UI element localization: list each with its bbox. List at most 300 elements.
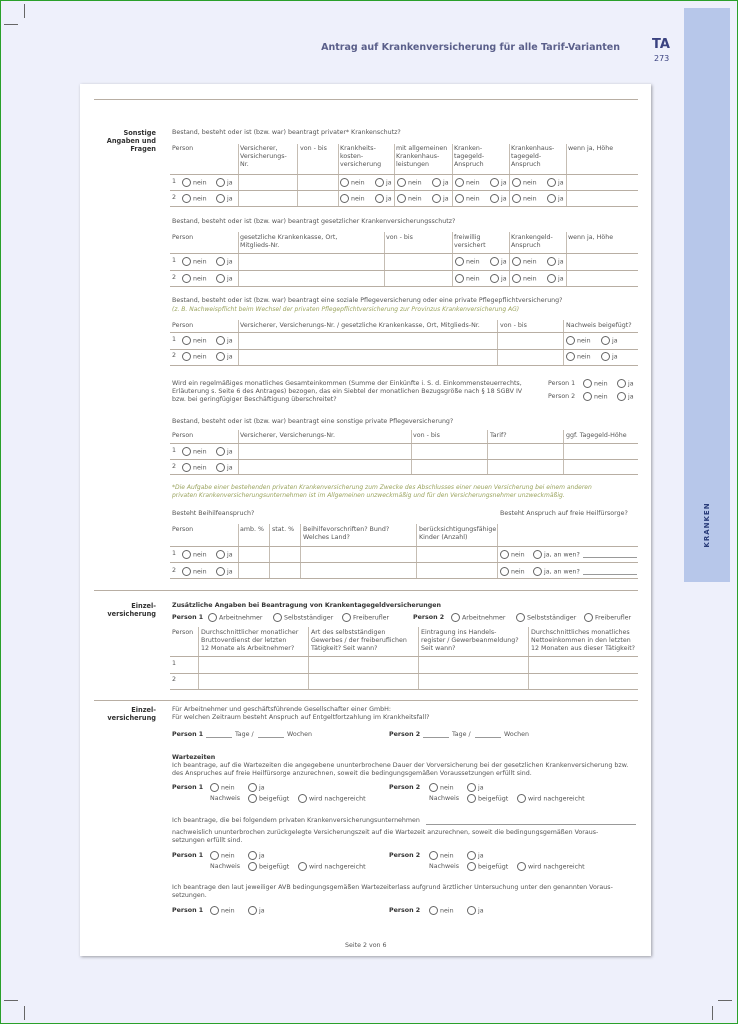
- radio-circle[interactable]: [208, 613, 217, 622]
- radio-circle[interactable]: [617, 379, 626, 388]
- radio-ja-an-wen[interactable]: [533, 567, 580, 577]
- radio-circle[interactable]: [517, 794, 526, 803]
- radio-nein[interactable]: [182, 447, 207, 457]
- radio-label: ja: [227, 179, 233, 187]
- column-header: Versicherer, Versicherungs- Nr.: [240, 145, 287, 168]
- radio-ja[interactable]: [248, 783, 265, 793]
- crop-mark: [712, 1006, 713, 1020]
- person-1-label: Person 1: [172, 852, 204, 859]
- radio-label: ja: [227, 568, 233, 576]
- radio-ja[interactable]: [467, 851, 484, 861]
- radio-circle[interactable]: [248, 794, 257, 803]
- radio-circle[interactable]: [500, 567, 509, 576]
- radio-nachgereicht[interactable]: [517, 862, 585, 872]
- radio-circle[interactable]: [547, 194, 556, 203]
- radio-label: ja: [558, 179, 564, 187]
- radio-circle[interactable]: [533, 550, 542, 559]
- radio-ja[interactable]: [490, 257, 507, 267]
- radio-nein[interactable]: [512, 274, 537, 284]
- radio-circle[interactable]: [182, 567, 191, 576]
- row-number: 1: [172, 550, 177, 557]
- column-divider: [452, 232, 453, 286]
- radio-circle[interactable]: [216, 178, 225, 187]
- radio-circle[interactable]: [216, 257, 225, 266]
- radio-ja-an-wen[interactable]: [533, 550, 580, 560]
- radio-label: nein: [408, 195, 422, 203]
- radio-label: ja: [386, 179, 392, 187]
- radio-label: ja: [558, 275, 564, 283]
- column-header: von - bis: [386, 234, 413, 241]
- wartezeiten-text: nachweislich ununterbrochen zurückgelegte Versicherungszeit auf die Wartezeit anzurechnen, soweit die bedingungsgemäßen Voraus- setzungen erfüllt sind.: [172, 829, 599, 844]
- question-note: (z. B. Nachweispflicht beim Wechsel der privaten Pflegepflichtversicherung zur Provinzus Krankenversicherung AG): [172, 306, 520, 313]
- radio-circle[interactable]: [216, 352, 225, 361]
- radio-label: nein: [466, 258, 480, 266]
- radio-circle[interactable]: [182, 336, 191, 345]
- radio-ja[interactable]: [490, 194, 507, 204]
- column-divider: [411, 430, 412, 474]
- section-label: Sonstige Angaben und Fragen: [106, 129, 156, 153]
- radio-label: nein: [193, 551, 207, 559]
- row-number: 2: [172, 676, 177, 683]
- radio-circle[interactable]: [182, 257, 191, 266]
- radio-nein[interactable]: [182, 178, 207, 188]
- nachweis-label: Nachweis: [210, 795, 241, 802]
- radio-nein[interactable]: [182, 194, 207, 204]
- radio-nein[interactable]: [429, 906, 454, 916]
- rule-line: [170, 365, 638, 366]
- radio-label: ja: [227, 464, 233, 472]
- wartezeiten-text: Ich beantrage, die bei folgendem privaten Krankenversicherungsunternehmen: [172, 817, 420, 824]
- radio-circle[interactable]: [429, 851, 438, 860]
- column-header: von - bis: [500, 322, 527, 329]
- radio-label: ja: [443, 179, 449, 187]
- radio-nein[interactable]: [397, 178, 422, 188]
- radio-label: nein: [577, 337, 591, 345]
- radio-circle[interactable]: [182, 274, 191, 283]
- radio-circle[interactable]: [601, 336, 610, 345]
- rule-line: [170, 689, 638, 690]
- radio-circle[interactable]: [340, 194, 349, 203]
- radio-nein[interactable]: [340, 178, 365, 188]
- radio-circle[interactable]: [467, 862, 476, 871]
- column-header: wenn ja, Höhe: [568, 234, 614, 241]
- column-divider: [452, 144, 453, 206]
- rule-line: [170, 443, 638, 444]
- crop-mark: [4, 1000, 18, 1001]
- column-divider: [300, 524, 301, 578]
- radio-label: wird nachgereicht: [309, 863, 366, 871]
- column-divider: [308, 627, 309, 689]
- rule-line: [170, 174, 638, 175]
- crop-mark: [718, 1000, 732, 1001]
- radio-ja[interactable]: [216, 447, 233, 457]
- radio-nein[interactable]: [583, 392, 608, 402]
- radio-nein[interactable]: [397, 194, 422, 204]
- rule-line: [94, 99, 638, 100]
- wochen-label: Wochen: [287, 731, 313, 738]
- radio-ja[interactable]: [432, 178, 449, 188]
- radio-circle[interactable]: [182, 178, 191, 187]
- rule-line: [170, 206, 638, 207]
- radio-label: ja: [386, 195, 392, 203]
- row-number: 1: [172, 447, 177, 454]
- radio-ja[interactable]: [490, 178, 507, 188]
- radio-circle[interactable]: [547, 274, 556, 283]
- radio-beigefuegt[interactable]: [248, 794, 289, 804]
- radio-label: nein: [511, 551, 525, 559]
- radio-circle[interactable]: [182, 447, 191, 456]
- radio-nein[interactable]: [429, 783, 454, 793]
- radio-nein[interactable]: [500, 550, 525, 560]
- radio-nein[interactable]: [182, 463, 207, 473]
- radio-ja[interactable]: [547, 178, 564, 188]
- question-text: Bestand, besteht oder ist (bzw. war) beantragt gesetzlicher Krankenversicherungsschutz?: [172, 218, 456, 225]
- radio-circle[interactable]: [490, 257, 499, 266]
- radio-ja[interactable]: [547, 257, 564, 267]
- radio-label: ja: [227, 448, 233, 456]
- section-label: Einzel- versicherung: [107, 706, 156, 722]
- radio-circle[interactable]: [397, 178, 406, 187]
- radio-label: ja: [227, 258, 233, 266]
- radio-label: nein: [594, 380, 608, 388]
- crop-mark: [4, 24, 18, 25]
- radio-circle[interactable]: [512, 194, 521, 203]
- row-number: 2: [172, 463, 177, 470]
- radio-circle[interactable]: [342, 613, 351, 622]
- rule-line: [170, 546, 638, 547]
- radio-circle[interactable]: [248, 851, 257, 860]
- column-header: gesetzliche Krankenkasse, Ort, Mitglieds-Nr.: [240, 234, 338, 249]
- radio-circle[interactable]: [533, 567, 542, 576]
- radio-nein[interactable]: [500, 567, 525, 577]
- radio-ja[interactable]: [547, 194, 564, 204]
- radio-ja[interactable]: [467, 783, 484, 793]
- radio-circle[interactable]: [490, 178, 499, 187]
- radio-label: ja: [478, 784, 484, 792]
- radio-label: nein: [193, 179, 207, 187]
- rule-line: [170, 286, 638, 287]
- column-header: Krankenhaus- tagegeld- Anspruch: [511, 145, 555, 168]
- radio-nein[interactable]: [340, 194, 365, 204]
- radio-nachgereicht[interactable]: [517, 794, 585, 804]
- rule-line: [170, 562, 638, 563]
- radio-ja[interactable]: [601, 352, 618, 362]
- question-text: Bestand, besteht oder ist (bzw. war) beantragt eine sonstige private Pflegeversicherung?: [172, 418, 454, 425]
- radio-circle[interactable]: [500, 550, 509, 559]
- radio-circle[interactable]: [512, 178, 521, 187]
- radio-nein[interactable]: [455, 274, 480, 284]
- radio-circle[interactable]: [566, 336, 575, 345]
- radio-circle[interactable]: [182, 194, 191, 203]
- radio-circle[interactable]: [375, 194, 384, 203]
- rule-line: [170, 190, 638, 191]
- radio-ja[interactable]: [490, 274, 507, 284]
- radio-ja[interactable]: [216, 336, 233, 346]
- column-divider: [509, 144, 510, 206]
- radio-ja[interactable]: [216, 550, 233, 560]
- radio-circle[interactable]: [516, 613, 525, 622]
- radio-ja[interactable]: [375, 178, 392, 188]
- rule-line: [170, 578, 638, 579]
- radio-ja[interactable]: [216, 567, 233, 577]
- radio-circle[interactable]: [512, 274, 521, 283]
- radio-nein[interactable]: [512, 178, 537, 188]
- radio-circle[interactable]: [375, 178, 384, 187]
- radio-option[interactable]: [208, 613, 262, 623]
- column-divider: [297, 144, 298, 206]
- header-page-number: 273: [654, 54, 670, 63]
- radio-circle[interactable]: [216, 567, 225, 576]
- radio-nein[interactable]: [210, 783, 235, 793]
- radio-nein[interactable]: [182, 550, 207, 560]
- column-header: Krankheits- kosten- versicherung: [340, 145, 382, 168]
- form-page: [80, 84, 651, 956]
- radio-label: nein: [193, 337, 207, 345]
- person-1-label: Person 1: [172, 907, 204, 914]
- row-number: 2: [172, 274, 177, 281]
- radio-ja[interactable]: [216, 274, 233, 284]
- radio-circle[interactable]: [455, 194, 464, 203]
- radio-nein[interactable]: [512, 257, 537, 267]
- radio-circle[interactable]: [182, 463, 191, 472]
- radio-circle[interactable]: [455, 274, 464, 283]
- person-2-label: Person 2: [389, 852, 421, 859]
- radio-label: Freiberufler: [353, 614, 390, 622]
- radio-option[interactable]: [584, 613, 631, 623]
- radio-circle[interactable]: [467, 783, 476, 792]
- radio-nein[interactable]: [455, 178, 480, 188]
- radio-circle[interactable]: [216, 550, 225, 559]
- radio-circle[interactable]: [248, 862, 257, 871]
- radio-nein[interactable]: [583, 379, 608, 389]
- radio-circle[interactable]: [467, 906, 476, 915]
- radio-nein[interactable]: [455, 257, 480, 267]
- radio-circle[interactable]: [298, 862, 307, 871]
- column-divider: [269, 524, 270, 578]
- radio-label: ja: [259, 907, 265, 915]
- radio-label: ja: [501, 179, 507, 187]
- radio-circle[interactable]: [617, 392, 626, 401]
- radio-circle[interactable]: [583, 379, 592, 388]
- radio-circle[interactable]: [547, 178, 556, 187]
- radio-circle[interactable]: [340, 178, 349, 187]
- person-2-label: Person 2: [548, 393, 576, 400]
- radio-nein[interactable]: [566, 336, 591, 346]
- radio-circle[interactable]: [467, 851, 476, 860]
- person-2-label: Person 2: [389, 784, 421, 791]
- column-divider: [566, 232, 567, 286]
- radio-label: nein: [523, 275, 537, 283]
- rule-line: [170, 673, 638, 674]
- question-text: Besteht Anspruch auf freie Heilfürsorge?: [500, 510, 628, 517]
- column-header: Nachweis beigefügt?: [566, 322, 632, 329]
- nachweis-label: Nachweis: [429, 863, 460, 870]
- radio-circle[interactable]: [432, 178, 441, 187]
- radio-label: nein: [408, 179, 422, 187]
- radio-label: Freiberufler: [595, 614, 632, 622]
- radio-circle[interactable]: [248, 906, 257, 915]
- radio-label: nein: [351, 179, 365, 187]
- radio-nein[interactable]: [210, 851, 235, 861]
- radio-circle[interactable]: [455, 178, 464, 187]
- radio-label: beigefügt: [259, 795, 290, 803]
- radio-beigefuegt[interactable]: [467, 794, 508, 804]
- column-divider: [509, 232, 510, 286]
- person-2-label: Person 2: [413, 614, 445, 621]
- radio-nein[interactable]: [182, 257, 207, 267]
- radio-circle[interactable]: [512, 257, 521, 266]
- radio-circle[interactable]: [216, 274, 225, 283]
- radio-nein[interactable]: [566, 352, 591, 362]
- side-tab-label: KRANKEN: [703, 502, 711, 548]
- person-1-label: Person 1: [172, 614, 204, 621]
- radio-ja[interactable]: [216, 178, 233, 188]
- radio-circle[interactable]: [429, 783, 438, 792]
- footnote: *Die Aufgabe einer bestehenden privaten Krankenversicherung zum Zwecke des Abschlusses einer neuen Versicherung bei einem anderen privaten Krankenversicherungsunternehmen ist im Allgemeinen unzweckmäßig und für den Versicherungsnehmer unzweckmäßig.: [172, 484, 592, 499]
- radio-nein[interactable]: [429, 851, 454, 861]
- radio-circle[interactable]: [210, 783, 219, 792]
- answer-line: [583, 557, 637, 558]
- question-text: Wird ein regelmäßiges monatliches Gesamteinkommen (Summe der Einkünfte i. S. d. Einkommensteuerrechts, Erläuterung s. Seite 6 des Antrages) bezogen, das ein Siebtel der monatlichen Bezugsgröße nach § 18 SGBV IV bzw. bei geringfügiger Beschäftigung überschreitet?: [172, 380, 523, 403]
- section-label: Einzel- versicherung: [107, 602, 156, 618]
- radio-label: ja: [227, 337, 233, 345]
- column-header: Versicherer, Versicherungs-Nr.: [240, 432, 336, 439]
- radio-label: ja: [501, 275, 507, 283]
- column-header: stat. %: [272, 526, 295, 533]
- radio-circle[interactable]: [216, 336, 225, 345]
- radio-option[interactable]: [342, 613, 389, 623]
- radio-circle[interactable]: [490, 274, 499, 283]
- radio-circle[interactable]: [429, 906, 438, 915]
- radio-circle[interactable]: [397, 194, 406, 203]
- radio-label: nein: [221, 784, 235, 792]
- radio-nein[interactable]: [182, 274, 207, 284]
- column-header: Person: [172, 432, 194, 439]
- section-title: Zusätzliche Angaben bei Beantragung von Krankentagegeldversicherungen: [172, 602, 442, 609]
- radio-option[interactable]: [516, 613, 576, 623]
- row-number: 2: [172, 352, 177, 359]
- answer-line: [206, 737, 232, 738]
- column-divider: [497, 524, 498, 578]
- column-header: Versicherer, Versicherungs-Nr. / gesetzliche Krankenkasse, Ort, Mitglieds-Nr.: [240, 322, 480, 329]
- radio-circle[interactable]: [298, 794, 307, 803]
- radio-label: nein: [523, 195, 537, 203]
- radio-label: nein: [193, 195, 207, 203]
- column-header: Person: [172, 322, 194, 329]
- radio-circle[interactable]: [490, 194, 499, 203]
- radio-nein[interactable]: [182, 567, 207, 577]
- header-ta: TA: [652, 37, 670, 52]
- radio-circle[interactable]: [455, 257, 464, 266]
- column-header: Eintragung ins Handels- register / Gewerbeanmeldung? Seit wann?: [421, 629, 519, 652]
- radio-ja[interactable]: [216, 463, 233, 473]
- radio-circle[interactable]: [601, 352, 610, 361]
- radio-ja[interactable]: [467, 906, 484, 916]
- radio-label: nein: [193, 353, 207, 361]
- row-number: 2: [172, 567, 177, 574]
- radio-label: ja: [612, 337, 618, 345]
- radio-label: ja: [628, 380, 634, 388]
- radio-label: nein: [221, 907, 235, 915]
- radio-circle[interactable]: [210, 906, 219, 915]
- radio-ja[interactable]: [617, 392, 634, 402]
- radio-option[interactable]: [451, 613, 505, 623]
- rule-line: [94, 700, 638, 701]
- radio-label: nein: [193, 275, 207, 283]
- radio-circle[interactable]: [248, 783, 257, 792]
- radio-circle[interactable]: [584, 613, 593, 622]
- radio-circle[interactable]: [566, 352, 575, 361]
- radio-ja[interactable]: [248, 906, 265, 916]
- rule-line: [170, 656, 638, 657]
- radio-circle[interactable]: [182, 352, 191, 361]
- column-divider: [528, 627, 529, 689]
- radio-circle[interactable]: [467, 794, 476, 803]
- radio-label: ja: [478, 852, 484, 860]
- nachweis-label: Nachweis: [429, 795, 460, 802]
- radio-circle[interactable]: [273, 613, 282, 622]
- radio-label: ja: [612, 353, 618, 361]
- radio-ja[interactable]: [216, 352, 233, 362]
- column-divider: [563, 320, 564, 366]
- radio-label: nein: [351, 195, 365, 203]
- radio-nein[interactable]: [512, 194, 537, 204]
- radio-circle[interactable]: [210, 851, 219, 860]
- radio-circle[interactable]: [216, 463, 225, 472]
- radio-beigefuegt[interactable]: [467, 862, 508, 872]
- radio-circle[interactable]: [517, 862, 526, 871]
- radio-option[interactable]: [273, 613, 333, 623]
- radio-circle[interactable]: [216, 194, 225, 203]
- radio-nachgereicht[interactable]: [298, 794, 366, 804]
- row-number: 2: [172, 194, 177, 201]
- header-title: Antrag auf Krankenversicherung für alle Tarif-Varianten: [321, 42, 620, 53]
- radio-nein[interactable]: [455, 194, 480, 204]
- radio-circle[interactable]: [583, 392, 592, 401]
- radio-ja[interactable]: [375, 194, 392, 204]
- column-header: amb. %: [240, 526, 264, 533]
- radio-label: nein: [193, 258, 207, 266]
- radio-label: nein: [523, 258, 537, 266]
- radio-ja[interactable]: [216, 257, 233, 267]
- radio-nachgereicht[interactable]: [298, 862, 366, 872]
- person-1-label: Person 1: [172, 784, 204, 791]
- radio-ja[interactable]: [547, 274, 564, 284]
- radio-label: nein: [511, 568, 525, 576]
- radio-ja[interactable]: [248, 851, 265, 861]
- radio-circle[interactable]: [451, 613, 460, 622]
- column-divider: [238, 320, 239, 366]
- radio-beigefuegt[interactable]: [248, 862, 289, 872]
- radio-label: nein: [221, 852, 235, 860]
- radio-label: nein: [523, 179, 537, 187]
- radio-ja[interactable]: [216, 194, 233, 204]
- radio-ja[interactable]: [601, 336, 618, 346]
- radio-nein[interactable]: [182, 352, 207, 362]
- radio-ja[interactable]: [617, 379, 634, 389]
- radio-nein[interactable]: [210, 906, 235, 916]
- column-header: Person: [172, 145, 194, 152]
- radio-circle[interactable]: [216, 447, 225, 456]
- radio-label: ja: [227, 195, 233, 203]
- column-divider: [418, 627, 419, 689]
- radio-ja[interactable]: [432, 194, 449, 204]
- radio-circle[interactable]: [547, 257, 556, 266]
- radio-circle[interactable]: [432, 194, 441, 203]
- radio-circle[interactable]: [182, 550, 191, 559]
- radio-label: nein: [193, 448, 207, 456]
- radio-nein[interactable]: [182, 336, 207, 346]
